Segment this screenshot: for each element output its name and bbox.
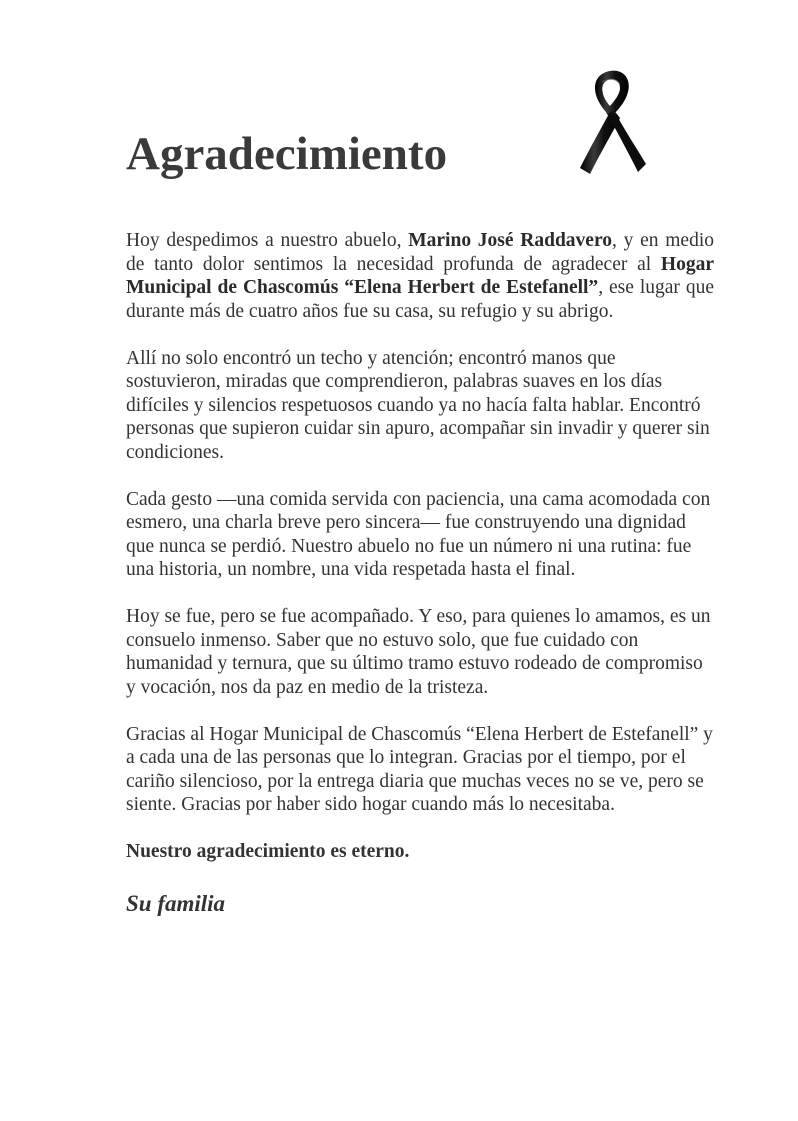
institution-name: Hogar Municipal de Chascomús “Elena Herbert de Estefanell” [126,253,714,298]
paragraph-2: Allí no solo encontró un techo y atención; encontró manos que sostuvieron, miradas que comprendieron, palabras suaves en los días difíciles y silencios respetuosos cuando ya no hacía falta hablar. Encontró personas que supieron cuidar sin apuro, acompañar sin invadir y querer sin condiciones. [126,347,710,463]
paragraph-3: Cada gesto —una comida servida con paciencia, una cama acomodada con esmero, una charla breve pero sincera— fue construyendo una dignidad que nunca se perdió. Nuestro abuelo no fue un número ni una rutina: fue una historia, un nombre, una vida respetada hasta el final. [126,488,711,580]
signature: Su familia [126,890,226,916]
p1-text-before-name: Hoy despedimos a nuestro abuelo, [126,230,409,251]
mourning-ribbon-icon [572,68,648,178]
paragraph-1 [126,229,714,323]
grandfather-name: Marino José Raddavero [408,230,613,251]
closing-line: Nuestro agradecimiento es eterno. [126,841,410,862]
paragraph-5: Gracias al Hogar Municipal de Chascomús “Elena Herbert de Estefanell” y a cada una de las personas que lo integran. Gracias por el tiempo, por el cariño silencioso, por la entrega diaria que muchas veces no se ve, pero se siente. Gracias por haber sido hogar cuando más lo necesitaba. [126,723,713,815]
page-title: Agradecimiento [126,128,448,180]
paragraph-4: Hoy se fue, pero se fue acompañado. Y eso, para quienes lo amamos, es un consuelo inmenso. Saber que no estuvo solo, que fue cuidado con humanidad y ternura, que su último tramo estuvo rodeado de compromiso y vocación, nos da paz en medio de la tristeza. [126,606,711,698]
p1-text-after-name: , y en medio de tanto dolor sentimos la necesidad profunda de agradecer al [126,230,714,275]
p1-text-after-institution: , ese lugar que durante más de cuatro años fue su casa, su refugio y su abrigo. [126,277,714,322]
letter-body [126,229,714,941]
